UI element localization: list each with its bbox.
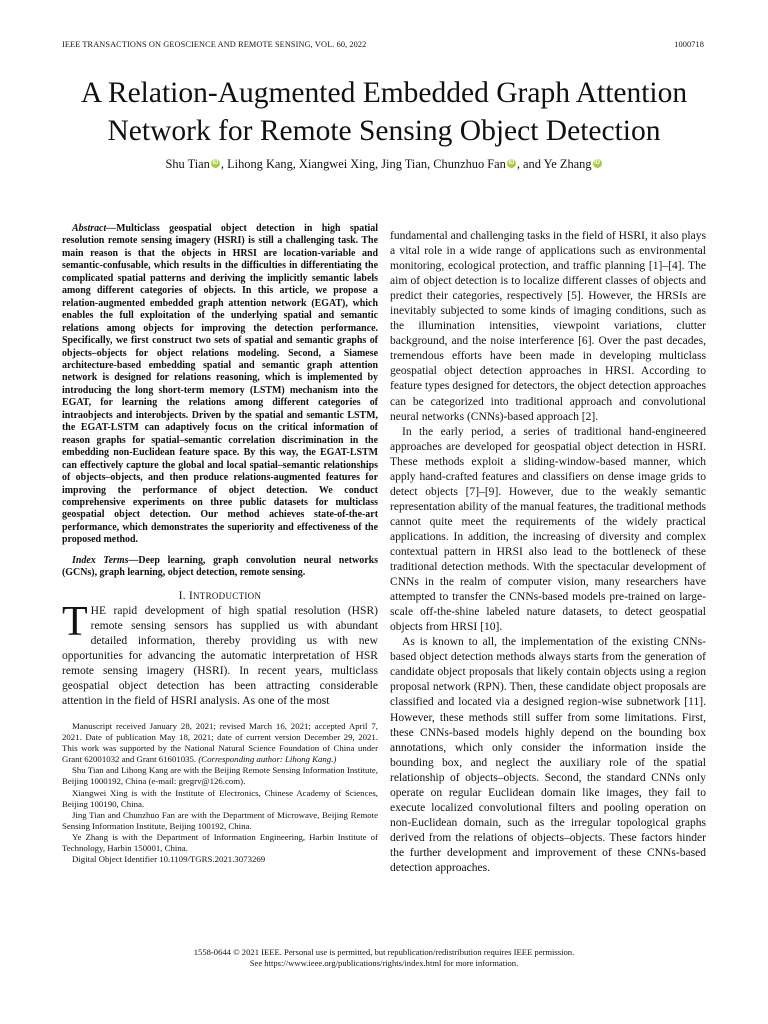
- orcid-icon[interactable]: iD: [594, 160, 601, 166]
- running-header-article-number: 1000718: [674, 40, 704, 49]
- intro-paragraph-2: In the early period, a series of traditional hand-engineered approaches are developed for geospatial object detection in HSRI. These methods exploit a sliding-window-based manner, which apply hand-crafted features and classifiers on dense image grids to detect objects [7]–[9]. However, due to the weakly semantic representation ability of the manual features, the traditional methods cannot quite meet the requirements of the widely practical applications. In addition, the increasing of diversity and complex contextual pattern in HRSI also lead to the bottleneck of these traditional detection methods. With the spectacular development of CNNs in the realm of computer vision, many researchers have attempted to transfer the CNNs-based models pre-trained on large-scale off-the-shine labeled nature datasets, to detect geospatial objects from HRSI [10].: [390, 425, 706, 634]
- author-text-1: Shu Tian: [165, 157, 210, 171]
- index-terms-text: Deep learning, graph convolution neural networks (GCNs), graph learning, object detection, remote sensing.: [62, 554, 378, 579]
- author-list: [40, 157, 728, 172]
- left-column: [62, 223, 378, 865]
- section-heading-introduction: I. INTRODUCTION: [178, 589, 262, 602]
- footnote-affiliation-4: Ye Zhang is with the Department of Information Engineering, Harbin Institute of Technology, Harbin 150001, China.: [62, 831, 378, 854]
- index-terms-label: Index Terms—: [72, 554, 139, 566]
- footnote-affiliation-3: Jing Tian and Chunzhuo Fan are with the Department of Microwave, Beijing Remote Sensing Information Institute, Beijing 100192, China.: [62, 809, 378, 831]
- running-header-journal: IEEE TRANSACTIONS ON GEOSCIENCE AND REMOTE SENSING, VOL. 60, 2022: [62, 40, 367, 49]
- copyright-line-2: See https://www.ieee.org/publications/rights/index.html for more information.: [249, 958, 519, 968]
- abstract-text: Multiclass geospatial object detection in high spatial resolution remote sensing imagery (HSRI) is still a challenging task. The main reason is that the objects in HRSI are location-variable and semantic-confusable, which results in the difficulties in differentiating the complicated spatial patterns and deriving the implicitly semantic labels among different categories of objects. In this article, we propose a relation-augmented embedded graph attention network (EGAT), which enables the full exploitation of the underlying spatial and semantic relations among objects for improving the detection performance. Specifically, we first construct two sets of spatial and semantic graphs of objects–objects for object relations modeling. Second, a Siamese architecture-based embedding spatial and semantic graph attention network is designed for relations reasoning, which is implemented by introducing the long short-term memory (LSTM) mechanism into the EGAT, for learning the relations among different categories of intraobjects and interobjects. Driven by the spatial and semantic LSTM, the EGAT-LSTM can adaptively focus on the critical information of reason graphs for spatial–semantic correlation discrimination in the embedding non-Euclidean feature space. By this way, the EGAT-LSTM can effectively capture the global and local spatial–semantic relationships of objects–objects, and then produce relations-augmented features for improving the performance of object detection. We conduct comprehensive experiments on three public datasets for multiclass geospatial object detection. Our method achieves state-of-the-art performance, which demonstrates the superiority and effectiveness of the proposed method.: [62, 223, 378, 546]
- footnote-affiliation-1: Shu Tian and Lihong Kang are with the Beijing Remote Sensing Information Institute, Beijing 1000192, China (e-mail: gregrv@126.com).: [62, 765, 378, 787]
- orcid-icon[interactable]: iD: [508, 160, 515, 166]
- intro-paragraph-1-continued: fundamental and challenging tasks in the field of HSRI, it also plays a vital role in a wide range of applications such as environmental monitoring, ecological protection, and traffic planning [1]–[4]. The aim of object detection is to localize different classes of objects and predict their categories, respectively [5]. However, the HRSIs are inevitably subjected to some kinds of imaging conditions, such as the illumination intensities, viewpoint variations, clutter background, and the noise interference [6]. Over the past decades, tremendous efforts have been made in developing multiclass geospatial object detection approaches in HRSI. According to feature types designed for detectors, the object detection approaches can be categorized into traditional approach and convolutional neural networks (CNNs)-based approach [2].: [390, 230, 706, 423]
- paper-title: [40, 74, 728, 150]
- title-line-1: A Relation-Augmented Embedded Graph Attention: [80, 77, 688, 109]
- copyright-line-1: 1558-0644 © 2021 IEEE. Personal use is permitted, but republication/redistribution requires IEEE permission.: [193, 947, 575, 957]
- intro-paragraph-3: As is known to all, the implementation of the existing CNNs-based object detection methods always starts from the generation of candidate object proposals that likely contain objects using a region proposal network (RPN). Then, these candidate object proposals are classified and located via a designed region-wise subnetwork [11]. However, these methods still suffer from some limitations. First, these CNNs-based models highly depend on the bounding box annotations, which only consider the information inside the bounding box, and neglect the auxiliary role of the spatial relationship of objects–objects. Second, the standard CNNs only operate on regular Euclidean domain like images, they fail to execute localized convolutional filters and pooling operation on non-Euclidean domain, such as the irregular topological graphs derived from the relations of objects–objects. These factors hinder the further development and improvement of these CNNs-based detection approaches.: [390, 636, 706, 874]
- intro-paragraph-1: THE rapid development of high spatial resolution (HSR) remote sensing sensors has supplied us with abundant detailed information, thereby providing us with new opportunities for advancing the automatic interpretation of HSR remote sensing imagery (HSRI). In recent years, multiclass geospatial object detection has been attracting considerable attention in the field of HSRI analysis. As one of the most: [62, 598, 378, 707]
- footnote-doi: Digital Object Identifier 10.1109/TGRS.2021.3073269: [72, 854, 266, 865]
- abstract: [62, 223, 378, 547]
- footnote-affiliation-2: Xiangwei Xing is with the Institute of Electronics, Chinese Academy of Sciences, Beijing 100190, China.: [62, 787, 378, 809]
- orcid-icon[interactable]: iD: [212, 160, 219, 166]
- drop-cap: T: [62, 598, 88, 645]
- abstract-label: Abstract—: [72, 223, 117, 234]
- author-text-2: , Lihong Kang, Xiangwei Xing, Jing Tian, Chunzhuo Fan: [220, 157, 506, 171]
- copyright-notice: [40, 947, 728, 969]
- footnote-manuscript: Manuscript received January 28, 2021; revised March 16, 2021; accepted April 7, 2021. Date of publication May 18, 2021; date of current version December 29, 2021. This work was supported by the National Natural Science Foundation of China under Grant 62001032 and Grant 61601035. (Corresponding author: Lihong Kang.): [62, 721, 378, 765]
- title-line-2: Network for Remote Sensing Object Detection: [107, 115, 661, 147]
- author-text-3: , and Ye Zhang: [516, 157, 592, 171]
- right-column: [390, 229, 706, 876]
- index-terms: [62, 555, 378, 580]
